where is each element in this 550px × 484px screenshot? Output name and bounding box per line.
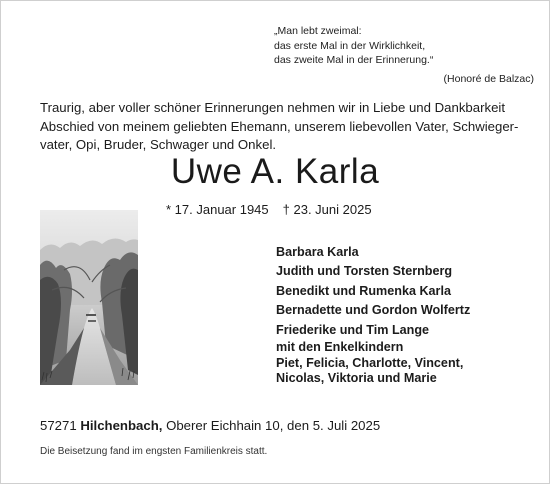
city: Hilchenbach,: [80, 418, 163, 433]
mourner-name: mit den Enkelkindern: [276, 340, 404, 355]
address-rest: Oberer Eichhain 10, den 5. Juli 2025: [166, 418, 381, 433]
burial-note: Die Beisetzung fand im engsten Familienkreis statt.: [40, 446, 268, 457]
intro-line: Traurig, aber voller schöner Erinnerungen nehmen wir in Liebe und Dankbarkeit: [40, 100, 505, 115]
quote-block: [274, 24, 534, 86]
address-line: [40, 418, 380, 433]
intro-line: vater, Opi, Bruder, Schwager und Onkel.: [40, 137, 277, 153]
quote-line: „Man lebt zweimal:: [274, 25, 362, 37]
birth-date: * 17. Januar 1945: [166, 202, 269, 217]
intro-text: [40, 99, 520, 155]
deceased-name: Uwe A. Karla: [170, 152, 380, 191]
death-date: † 23. Juni 2025: [282, 202, 372, 217]
landscape-photo-icon: [40, 210, 138, 385]
mourner-name: Piet, Felicia, Charlotte, Vincent,: [276, 355, 464, 370]
life-dates: [166, 202, 372, 217]
mourner-name: Nicolas, Viktoria und Marie: [276, 371, 437, 386]
mourners-list: [276, 243, 526, 387]
quote-author: (Honoré de Balzac): [443, 72, 534, 85]
mourner-name: Benedikt und Rumenka Karla: [276, 283, 451, 298]
quote-line: das zweite Mal in der Erinnerung.“: [274, 54, 434, 67]
mourner-name: Barbara Karla: [276, 245, 359, 259]
postal-code: 57271: [40, 418, 77, 433]
quote-line: das erste Mal in der Wirklichkeit,: [274, 39, 426, 52]
mourner-name: Judith und Torsten Sternberg: [276, 264, 453, 279]
mourner-name: Friederike und Tim Lange: [276, 322, 430, 337]
intro-line: Abschied von meinem geliebten Ehemann, unserem liebevollen Vater, Schwieger-: [40, 118, 519, 134]
mourner-name: Bernadette und Gordon Wolfertz: [276, 303, 471, 318]
